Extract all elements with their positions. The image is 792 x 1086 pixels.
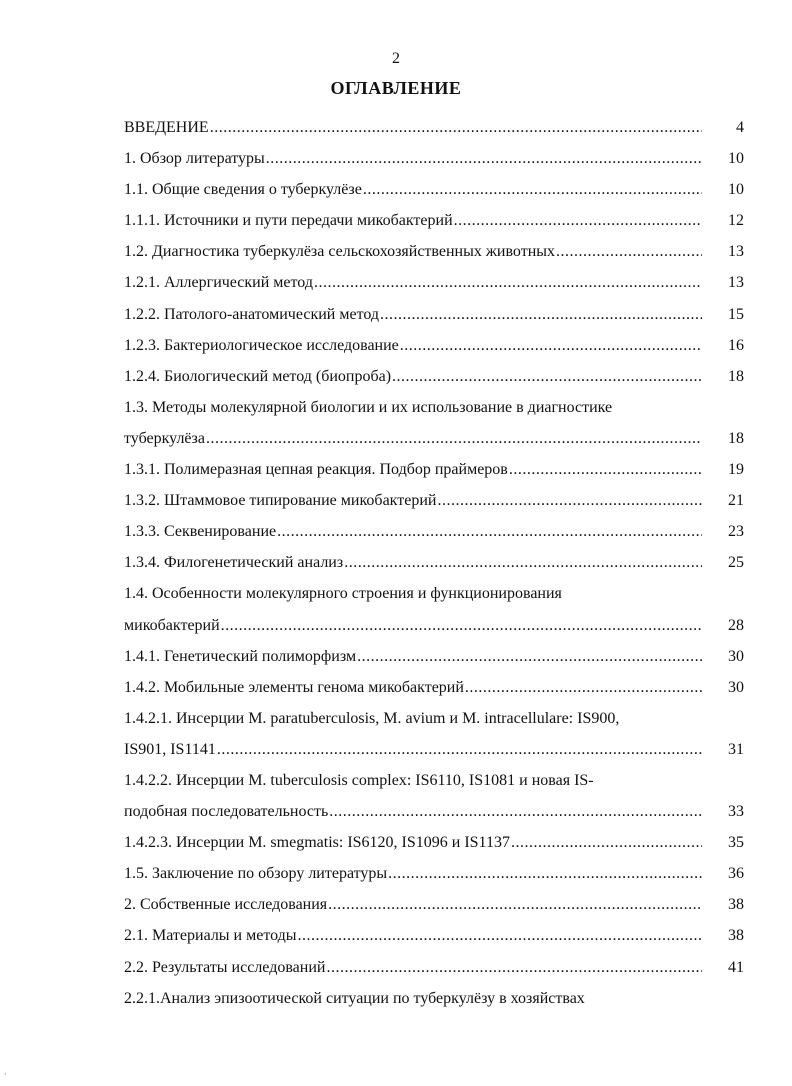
toc-entry[interactable]	[124, 765, 744, 827]
toc-entry[interactable]	[124, 983, 744, 1014]
toc-entry-page: 13	[728, 243, 744, 261]
toc-leader-dots	[454, 205, 702, 236]
toc-entry[interactable]	[124, 672, 744, 703]
toc-leader-dots	[217, 734, 702, 765]
toc-leader-dots	[400, 330, 702, 361]
toc-entry[interactable]	[124, 578, 744, 640]
toc-entry-page: 28	[728, 616, 744, 634]
toc-leader-dots	[392, 361, 702, 392]
toc-entry-page: 21	[728, 492, 744, 510]
toc-entry[interactable]	[124, 392, 744, 454]
toc-entry-page: 38	[728, 927, 744, 945]
toc-entry-title: 1.4.2.3. Инсерции M. smegmatis: IS6120, IS1096 и IS1137	[124, 834, 510, 852]
page-title: ОГЛАВЛЕНИЕ	[330, 78, 462, 98]
toc-leader-dots	[314, 267, 702, 298]
toc-entry-title: 1.5. Заключение по обзору литературы	[124, 865, 388, 883]
toc-entry-title: 1.4.1. Генетический полиморфизм	[124, 647, 357, 665]
toc-entry[interactable]	[124, 236, 744, 267]
toc-entry[interactable]	[124, 174, 744, 205]
toc-entry-title: 2.1. Материалы и методы	[124, 927, 297, 945]
toc-leader-dots	[266, 143, 702, 174]
scan-mark: ·	[4, 1070, 7, 1079]
toc-entry-title: 1.3.3. Секвенирование	[124, 523, 277, 541]
toc-entry-title: 2.2.1.Анализ эпизоотической ситуации по туберкулёзу в хозяйствах	[124, 989, 585, 1007]
toc-entry-page: 23	[728, 523, 744, 541]
page-number: 2	[392, 50, 400, 67]
toc-entry-page: 33	[728, 803, 744, 821]
toc-leader-dots	[344, 547, 702, 578]
toc-entry[interactable]	[124, 267, 744, 298]
toc-leader-dots	[380, 299, 702, 330]
toc-entry-title: 1.1.1. Источники и пути передачи микобактерий	[124, 212, 453, 230]
toc-entry-title: 1.2. Диагностика туберкулёза сельскохозяйственных животных	[124, 243, 556, 261]
toc-entry-page: 30	[728, 647, 744, 665]
toc-entry-page: 35	[728, 834, 744, 852]
toc-entry-first-line: 1.4.2.1. Инсерции M. paratuberculosis, M. avium и M. intracellulare: IS900,	[124, 709, 620, 727]
toc-entry-title: 1.3.2. Штаммовое типирование микобактерий	[124, 492, 437, 510]
toc-entry-page: 25	[728, 554, 744, 572]
toc-leader-dots	[511, 827, 702, 858]
toc-leader-dots	[556, 236, 702, 267]
toc-entry-page: 18	[728, 367, 744, 385]
toc-entry-title: 1.1. Общие сведения о туберкулёзе	[124, 181, 362, 199]
toc-leader-dots	[437, 485, 702, 516]
toc-entry-title: 2. Собственные исследования	[124, 896, 328, 914]
toc-entry-title: ВВЕДЕНИЕ	[124, 119, 209, 136]
toc-entry-title: 1.2.3. Бактериологическое исследование	[124, 336, 399, 354]
toc-leader-dots	[388, 858, 702, 889]
toc-entry-page: 16	[728, 336, 744, 354]
toc-entry-title: 1.3.4. Филогенетический анализ	[124, 554, 344, 572]
toc-entry-title: туберкулёза	[124, 429, 205, 447]
toc-leader-dots	[210, 112, 702, 143]
toc-entry[interactable]	[124, 205, 744, 236]
toc-entry[interactable]	[124, 485, 744, 516]
toc-entry-first-line: 1.3. Методы молекулярной биологии и их использование в диагностике	[124, 398, 613, 416]
toc-entry-page: 30	[728, 678, 744, 696]
toc-entry[interactable]	[124, 889, 744, 920]
toc-entry[interactable]	[124, 454, 744, 485]
toc-entry-page: 19	[728, 461, 744, 479]
toc-entry-title: 1.2.1. Аллергический метод	[124, 274, 313, 292]
toc-entry-page: 38	[728, 896, 744, 914]
toc-entry[interactable]	[124, 361, 744, 392]
toc-entry-first-line: 1.4. Особенности молекулярного строения и функционирования	[124, 585, 562, 603]
toc-leader-dots	[509, 454, 702, 485]
toc-entry-title: микобактерий	[124, 616, 220, 634]
toc-entry[interactable]	[124, 330, 744, 361]
toc-entry-title: подобная последовательность	[124, 803, 329, 821]
toc-entry-title: 1.4.2. Мобильные элементы генома микобактерий	[124, 678, 464, 696]
toc-entry-page: 10	[728, 181, 744, 199]
toc-entry-title: 1.2.4. Биологический метод (биопроба)	[124, 367, 392, 385]
toc-entry-title: 1.3.1. Полимеразная цепная реакция. Подбор праймеров	[124, 461, 508, 479]
toc-entry-page: 13	[728, 274, 744, 292]
toc-leader-dots	[357, 641, 702, 672]
toc-entry-title: IS901, IS1141	[124, 740, 216, 758]
toc-entry-page: 31	[728, 740, 744, 758]
toc-leader-dots	[221, 610, 702, 641]
toc-leader-dots	[206, 423, 702, 454]
toc-entry[interactable]	[124, 516, 744, 547]
toc-entry[interactable]	[124, 641, 744, 672]
toc-entry-title: 1.2.2. Патолого-анатомический метод	[124, 305, 380, 323]
toc-entry[interactable]	[124, 952, 744, 983]
toc-entry-title: 1. Обзор литературы	[124, 150, 265, 168]
toc-entry[interactable]	[124, 827, 744, 858]
toc-entry-title: 2.2. Результаты исследований	[124, 958, 326, 976]
toc-leader-dots	[298, 920, 702, 951]
toc-leader-dots	[363, 174, 702, 205]
toc-entry[interactable]	[124, 299, 744, 330]
toc-entry-page: 15	[728, 305, 744, 323]
toc-leader-dots	[465, 672, 702, 703]
toc-entry[interactable]	[124, 920, 744, 951]
toc-entry-first-line: 1.4.2.2. Инсерции M. tuberculosis complex: IS6110, IS1081 и новая IS-	[124, 771, 594, 789]
toc-entry-page: 12	[728, 212, 744, 230]
toc-entry[interactable]	[124, 547, 744, 578]
toc-entry[interactable]	[124, 112, 744, 143]
toc-entry-page: 4	[736, 119, 744, 136]
toc-entry[interactable]	[124, 858, 744, 889]
table-of-contents	[124, 112, 744, 1014]
toc-entry-page: 18	[728, 429, 744, 447]
toc-entry[interactable]	[124, 703, 744, 765]
toc-entry[interactable]	[124, 143, 744, 174]
toc-leader-dots	[328, 889, 702, 920]
toc-entry-page: 36	[728, 865, 744, 883]
toc-leader-dots	[277, 516, 702, 547]
toc-entry-page: 10	[728, 150, 744, 168]
toc-leader-dots	[329, 796, 702, 827]
toc-entry-page: 41	[728, 958, 744, 976]
toc-leader-dots	[326, 952, 702, 983]
